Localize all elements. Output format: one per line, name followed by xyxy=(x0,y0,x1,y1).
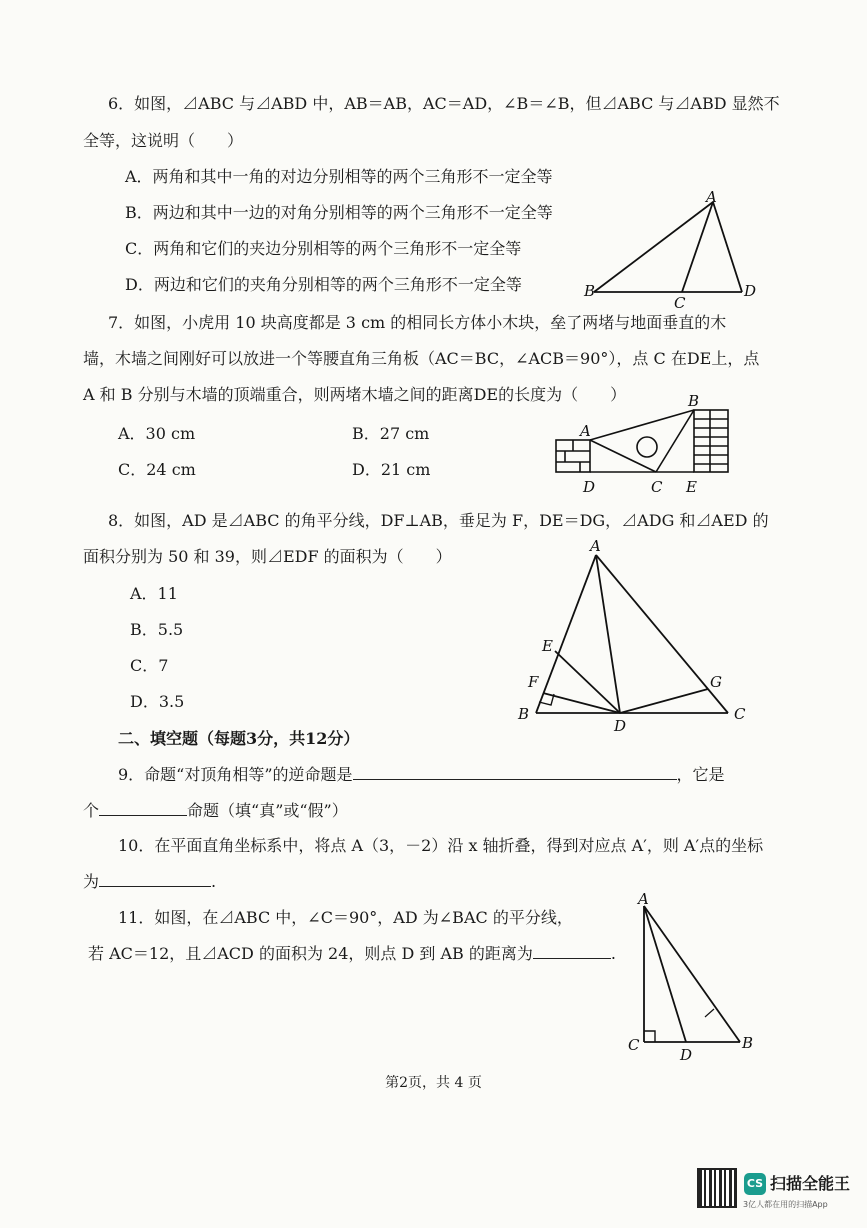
q9-line2 xyxy=(83,801,348,821)
q8-label-e: E xyxy=(542,637,553,655)
q11-line1: 11．如图，在⊿ABC 中，∠C＝90°，AD 为∠BAC 的平分线， xyxy=(118,908,573,927)
q8-label-a: A xyxy=(590,537,601,555)
q9-answer-blank-2[interactable] xyxy=(99,801,187,816)
q9-answer-blank-1[interactable] xyxy=(353,765,677,780)
q10-line2-end: . xyxy=(211,872,217,891)
q9-part1: 9．命题“对顶角相等”的逆命题是 xyxy=(118,765,353,784)
q10-line1: 10．在平面直角坐标系中，将点 A（3，－2）沿 x 轴折叠，得到对应点 A′，则 A′点的坐标 xyxy=(118,836,764,855)
q8-option-a: A．11 xyxy=(130,584,178,603)
q6-line2: 全等，这说明（ ） xyxy=(83,131,244,150)
q8-label-c: C xyxy=(734,705,746,723)
q6-figure xyxy=(580,188,770,310)
q6-label-a: A xyxy=(706,188,717,206)
q8-option-c: C．7 xyxy=(130,656,169,675)
q7-label-d: D xyxy=(583,478,596,496)
q8-option-b: B．5.5 xyxy=(130,620,184,639)
q6-option-c: C．两角和它们的夹边分别相等的两个三角形不一定全等 xyxy=(125,239,522,258)
q8-option-d: D．3.5 xyxy=(130,692,185,711)
watermark-title: 扫描全能王 xyxy=(770,1174,851,1193)
q10-line2-prefix: 为 xyxy=(83,872,100,891)
q11-label-c: C xyxy=(628,1036,640,1054)
q7-option-d: D．21 cm xyxy=(352,460,431,479)
q7-label-c: C xyxy=(651,478,663,496)
app-logo: CS xyxy=(744,1173,766,1195)
q6-label-c: C xyxy=(674,294,686,312)
page-footer: 第2页，共 4 页 xyxy=(385,1075,482,1091)
qr-code-icon xyxy=(697,1168,737,1208)
q7-figure xyxy=(550,390,740,500)
q8-line1: 8．如图，AD 是⊿ABC 的角平分线，DF⊥AB，垂足为 F，DE＝DG，⊿ADG 和⊿AED 的 xyxy=(108,511,769,530)
q7-label-b: B xyxy=(688,392,700,410)
q8-label-g: G xyxy=(710,673,722,691)
q11-answer-blank[interactable] xyxy=(533,944,611,959)
q11-label-a: A xyxy=(638,890,649,908)
q7-option-c: C．24 cm xyxy=(118,460,196,479)
q9-part2: ，它是 xyxy=(676,765,725,784)
q6-option-d: D．两边和它们的夹角分别相等的两个三角形不一定全等 xyxy=(125,275,522,294)
q8-line2: 面积分别为 50 和 39，则⊿EDF 的面积为（ ） xyxy=(83,547,452,566)
q11-line2-text: 若 AC＝12，且⊿ACD 的面积为 24，则点 D 到 AB 的距离为 xyxy=(88,944,533,963)
q7-line3: A 和 B 分别与木墙的顶端重合，则两堵木墙之间的距离DE的长度为（ ） xyxy=(83,385,627,404)
q9-line1 xyxy=(118,765,725,785)
q6-label-b: B xyxy=(584,282,596,300)
watermark-subtitle: 3亿人都在用的扫描App xyxy=(743,1200,828,1209)
q6-option-a: A．两角和其中一角的对边分别相等的两个三角形不一定全等 xyxy=(125,167,553,186)
q7-line1: 7．如图，小虎用 10 块高度都是 3 cm 的相同长方体小木块，垒了两堵与地面垂直的木 xyxy=(108,313,727,332)
q10-line2 xyxy=(83,872,216,892)
q8-label-f: F xyxy=(528,673,539,691)
q11-figure xyxy=(620,890,770,1065)
q6-option-b: B．两边和其中一边的对角分别相等的两个三角形不一定全等 xyxy=(125,203,553,222)
q7-line2: 墙，木墙之间刚好可以放进一个等腰直角三角板（AC＝BC，∠ACB＝90°），点 C 在DE上，点 xyxy=(83,349,760,368)
q8-label-d: D xyxy=(614,717,627,735)
q7-label-e: E xyxy=(686,478,697,496)
q8-figure xyxy=(510,535,760,735)
scanner-watermark xyxy=(697,1165,862,1221)
q11-label-d: D xyxy=(680,1046,693,1064)
q9-part4: 命题（填“真”或“假”） xyxy=(187,801,348,820)
q10-answer-blank[interactable] xyxy=(99,872,211,887)
q11-line2-end: . xyxy=(610,944,616,963)
section-heading: 二、填空题（每题3分，共12分） xyxy=(118,729,360,748)
q6-line1: 6．如图，⊿ABC 与⊿ABD 中，AB＝AB，AC＝AD，∠B＝∠B，但⊿ABC 与⊿ABD 显然不 xyxy=(108,94,780,113)
q11-label-b: B xyxy=(742,1034,754,1052)
q7-option-a: A．30 cm xyxy=(118,424,196,443)
q7-option-b: B．27 cm xyxy=(352,424,430,443)
q8-label-b: B xyxy=(518,705,530,723)
q7-label-a: A xyxy=(580,422,591,440)
q9-part3: 个 xyxy=(83,801,100,820)
q11-line2 xyxy=(88,944,616,964)
q6-label-d: D xyxy=(744,282,757,300)
